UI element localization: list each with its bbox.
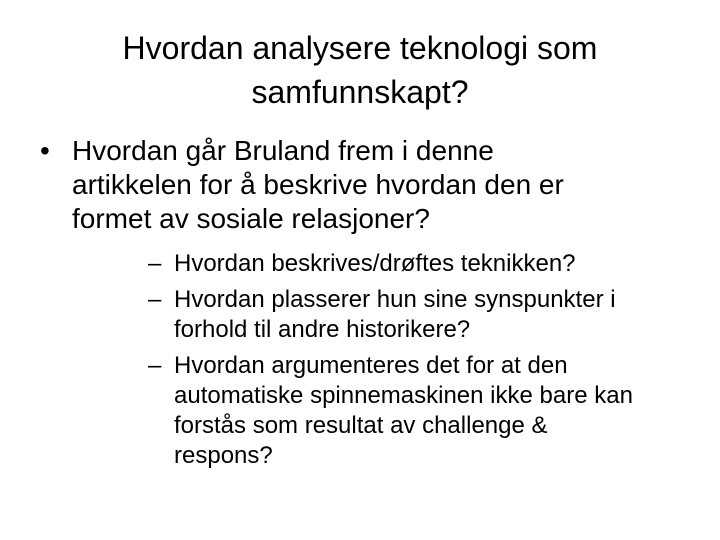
sub-bullet-item — [72, 351, 680, 471]
bullet-text — [72, 134, 680, 236]
sub-bullet-text — [174, 249, 640, 279]
sub-bullet-text-line: forhold til andre historikere? — [174, 316, 471, 343]
bullet-list — [0, 134, 720, 477]
sub-bullet-marker: – — [148, 352, 162, 379]
bullet-item — [0, 134, 720, 471]
sub-bullet-text-line: Hvordan beskrives/drøftes teknikken? — [174, 250, 576, 277]
sub-bullet-text-line: forstås som resultat av challenge & respons? — [174, 412, 548, 469]
slide-title-line: samfunnskapt? — [251, 74, 469, 110]
sub-bullet-item — [72, 249, 680, 279]
bullet-text-line: Hvordan går Bruland frem i denne — [72, 135, 494, 166]
sub-bullet-text-line: Hvordan plasserer hun sine synspunkter i — [174, 286, 616, 313]
sub-bullet-text-line: Hvordan argumenteres det for at den — [174, 352, 568, 379]
sub-bullet-marker: – — [148, 250, 162, 277]
slide-title — [40, 26, 680, 114]
sub-bullet-text-line: automatiske spinnemaskinen ikke bare kan — [174, 382, 633, 409]
bullet-text-line: artikkelen for å beskrive hvordan den er — [72, 169, 564, 200]
sub-bullet-text — [174, 285, 640, 345]
sub-bullet-text — [174, 351, 640, 471]
sub-bullet-item — [72, 285, 680, 345]
bullet-text-line: formet av sosiale relasjoner? — [72, 203, 430, 234]
bullet-marker: • — [40, 135, 50, 166]
slide-title-line: Hvordan analysere teknologi som — [122, 30, 598, 66]
sub-bullet-marker: – — [148, 286, 162, 313]
sub-bullet-list — [72, 249, 680, 471]
